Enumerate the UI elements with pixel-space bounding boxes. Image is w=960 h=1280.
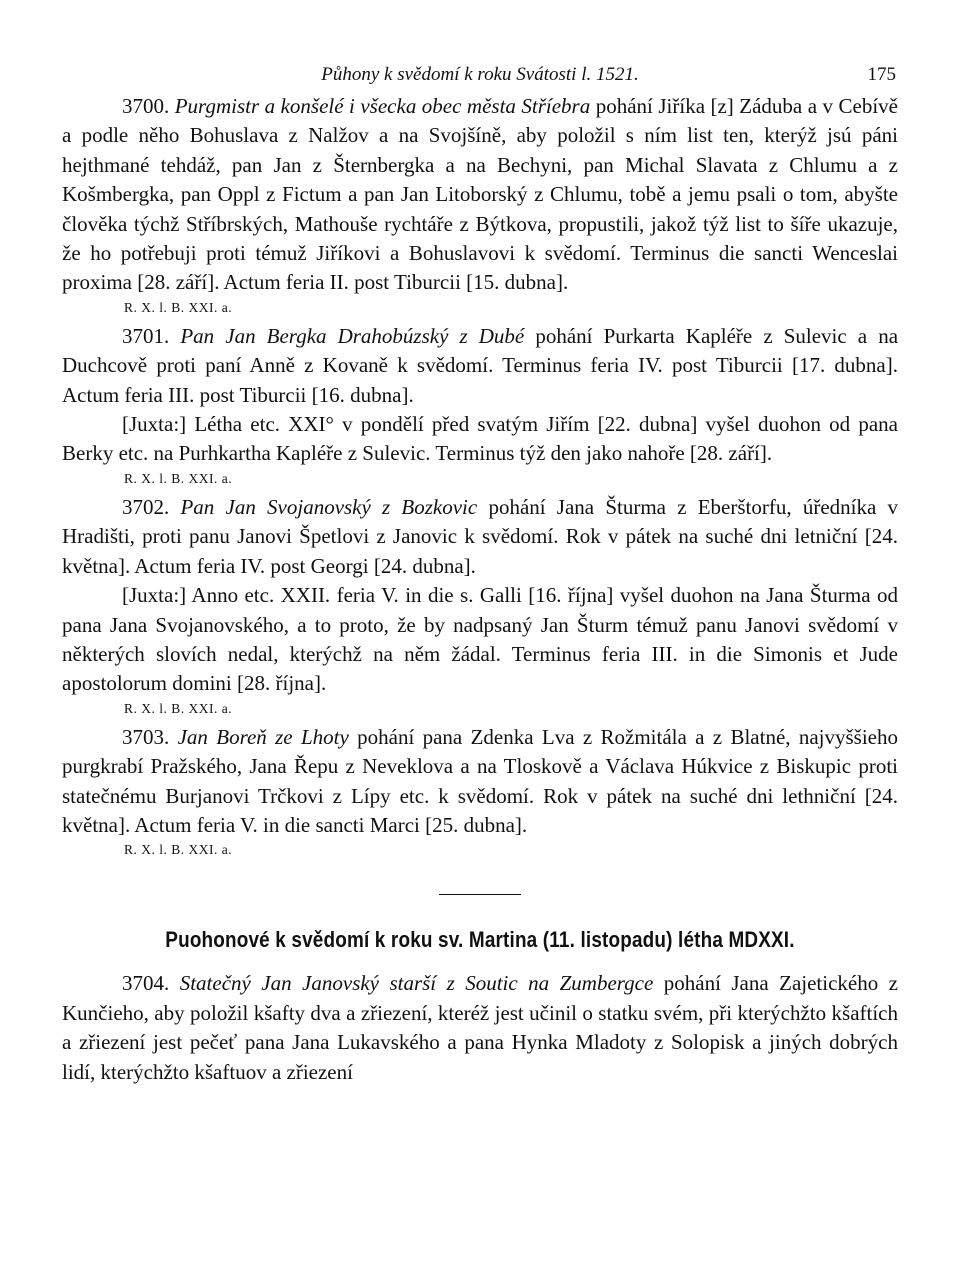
entry-heading: Pan Jan Svojanovský z Bozkovic [180,494,478,519]
entry-3701 [62,322,898,489]
page-number: 175 [867,64,896,85]
citation: R. X. l. B. XXI. a. [124,842,233,858]
entry-text: pohání Jana Šturma z Eberštorfu, úředníka v Hradišti, proti panu Janovi Špetlovi z Janovic k svědomí. Rok v pátek na suché dni letniční [24. května]. Actum feria IV. post Georgi [24. dubna]. [62,494,899,578]
running-head [62,58,898,92]
entry-heading: Pan Jan Bergka Drahobúzský z Dubé [180,323,525,348]
entry-paragraph [62,322,898,410]
entry-number: 3700. [122,94,170,118]
juxta-note: [Juxta:] Létha etc. XXI° v pondělí před svatým Jiřím [22. dubna] vyšel duohon od pana Berky etc. na Purhkartha Kapléře z Sulevic. Terminus týž den jako nahoře [28. září]. [62,412,898,466]
entry-heading: Purgmistr a konšelé i všecka obec města Stříebra [174,94,591,118]
entry-text: pohání Jiříka [z] Záduba a v Cebívě a podle něho Bohuslava z Nalžov a na Svojšíně, aby položil s ním list ten, kterýž jsú páni hejthmané tehdáž, pan Jan z Šternbergka a na Bechyni, pan Michal Slavata z Chlumu a z Košmbergka, pan Oppl z Fictum a pan Jan Litoborský z Chlumu, tobě a jemu psali o tom, abyšte člověka týchž Stříbrských, Mathouše rychtáře z Býtkova, propustili, jakož týž list to šíře ukazuje, že ho potřebuji proti témuž Jiříkovi a Bohuslavovi k svědomí. Terminus die sancti Wenceslai proxima [28. září]. Actum feria II. post Tiburcii [15. dubna]. [62,94,898,295]
entry-text: pohání Purkarta Kapléře z Sulevic a na Duchcově proti paní Anně z Kovaně k svědomí. Terminus feria IV. post Tiburcii [17. dubna]. Actum feria III. post Tiburcii [16. dubna]. [62,323,899,407]
citation: R. X. l. B. XXI. a. [124,470,233,486]
entry-3700 [62,92,898,318]
entry-paragraph [62,92,898,298]
entry-heading: Statečný Jan Janovský starší z Soutic na Zumbergce [179,971,654,996]
section-heading: Puohonové k svědomí k roku sv. Martina (11. listopadu) létha MDXXI. [165,927,795,953]
entry-paragraph [62,723,898,841]
entry-text: pohání pana Zdenka Lva z Rožmitála a z Blatné, najvyššieho purgkrabí Pražského, Jana Řepu z Neveklova a na Tloskově a Václava Húkvice z Biskupic proti statečnému Burjanovi Trčkovi z Lípy etc. k svědomí. Rok v pátek na suché dni lethniční [24. května]. Actum feria V. in die sancti Marci [25. dubna]. [62,724,899,837]
entry-paragraph [62,969,898,1087]
juxta-note: [Juxta:] Anno etc. XXII. feria V. in die s. Galli [16. října] vyšel duohon na Jana Šturma od pana Jana Svojanovského, a to proto, že by nadpsaný Jan Šturm témuž panu Janovi svědomí v některých slovích nedal, kterýchž na něm žádal. Terminus feria III. in die Simonis et Jude apostolorum domini [28. října]. [62,583,898,696]
entry-3702 [62,493,898,719]
citation: R. X. l. B. XXI. a. [124,299,233,315]
entry-paragraph [62,493,898,581]
document-page [62,58,898,1258]
entry-number: 3703. [122,724,170,749]
entry-text: pohání Jana Zajetického z Kunčieho, aby položil kšafty dva a zřiezení, kteréž jest učinil o statku svém, při kterýchžto kšaftích a zřiezení jest pečeť pana Jana Lukavského a pana Hynka Mladoty z Solopisk a jiných dobrých lidí, kterýchžto kšaftuov a zřiezení [62,971,898,1084]
entry-number: 3704. [122,971,170,996]
entry-number: 3701. [122,323,170,348]
entry-number: 3702. [122,494,170,519]
entry-3703 [62,723,898,861]
running-title: Půhony k svědomí k roku Svátosti l. 1521. [321,64,639,85]
section-divider [439,894,521,895]
entry-heading: Jan Boreň ze Lhoty [177,724,349,749]
entry-3704 [62,969,898,1087]
citation: R. X. l. B. XXI. a. [124,700,233,716]
